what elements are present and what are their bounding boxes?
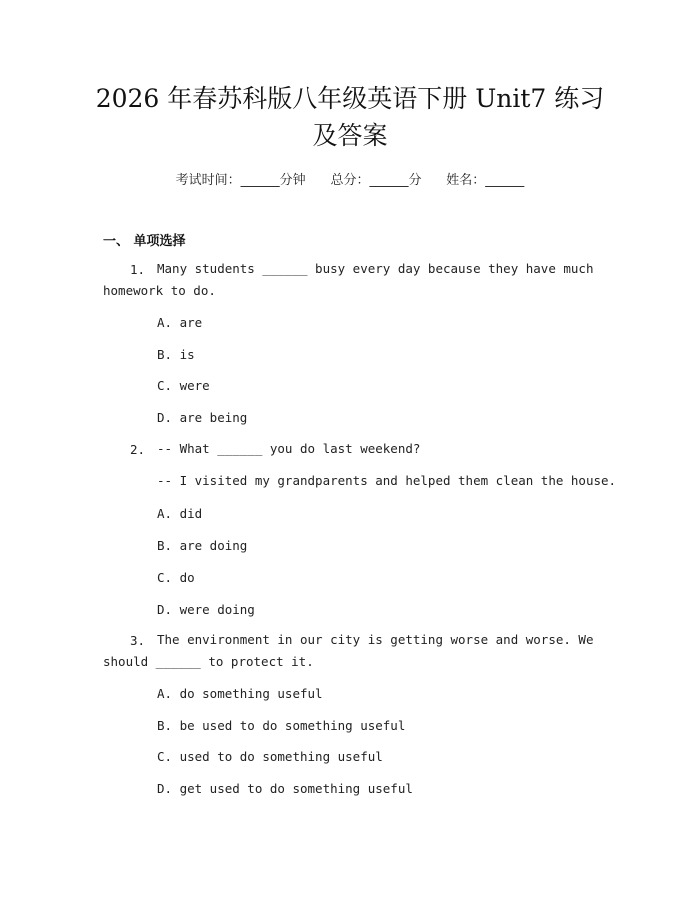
question-2-option-d: D. were doing xyxy=(157,602,255,617)
exam-time-label: 考试时间：______分钟 xyxy=(175,173,306,188)
question-2-option-b: B. are doing xyxy=(157,538,248,553)
question-3-option-d: D. get used to do something useful xyxy=(157,781,413,796)
title-line-1: 2026 年春苏科版八年级英语下册 Unit7 练习 xyxy=(95,84,605,113)
section-heading: 一、 单项选择 xyxy=(103,234,186,249)
question-2-number: 2. xyxy=(130,442,146,457)
question-1-text-line2: homework to do. xyxy=(103,283,216,298)
question-1-option-c: C. were xyxy=(157,378,210,393)
question-1-option-d: D. are being xyxy=(157,410,248,425)
question-2-text-line2: -- I visited my grandparents and helped them clean the house. xyxy=(157,473,617,488)
question-2-option-a: A. did xyxy=(157,506,203,521)
question-1-number: 1. xyxy=(130,262,146,277)
question-3-option-b: B. be used to do something useful xyxy=(157,718,406,733)
page-title xyxy=(60,80,640,154)
question-3-option-c: C. used to do something useful xyxy=(157,749,383,764)
question-2-option-c: C. do xyxy=(157,570,195,585)
student-name-label: 姓名：______ xyxy=(446,173,525,188)
question-3-number: 3. xyxy=(130,633,146,648)
question-1-option-b: B. is xyxy=(157,347,195,362)
total-score-label: 总分：______分 xyxy=(330,173,422,188)
question-2-text-line1: -- What ______ you do last weekend? xyxy=(157,441,421,456)
exam-meta-line xyxy=(0,169,700,188)
title-line-2: 及答案 xyxy=(312,121,388,150)
question-1-option-a: A. are xyxy=(157,315,203,330)
question-1-text-line1: Many students ______ busy every day because they have much xyxy=(157,261,594,276)
question-3-text-line2: should ______ to protect it. xyxy=(103,654,314,669)
question-3-option-a: A. do something useful xyxy=(157,686,323,701)
question-3-text-line1: The environment in our city is getting worse and worse. We xyxy=(157,632,594,647)
